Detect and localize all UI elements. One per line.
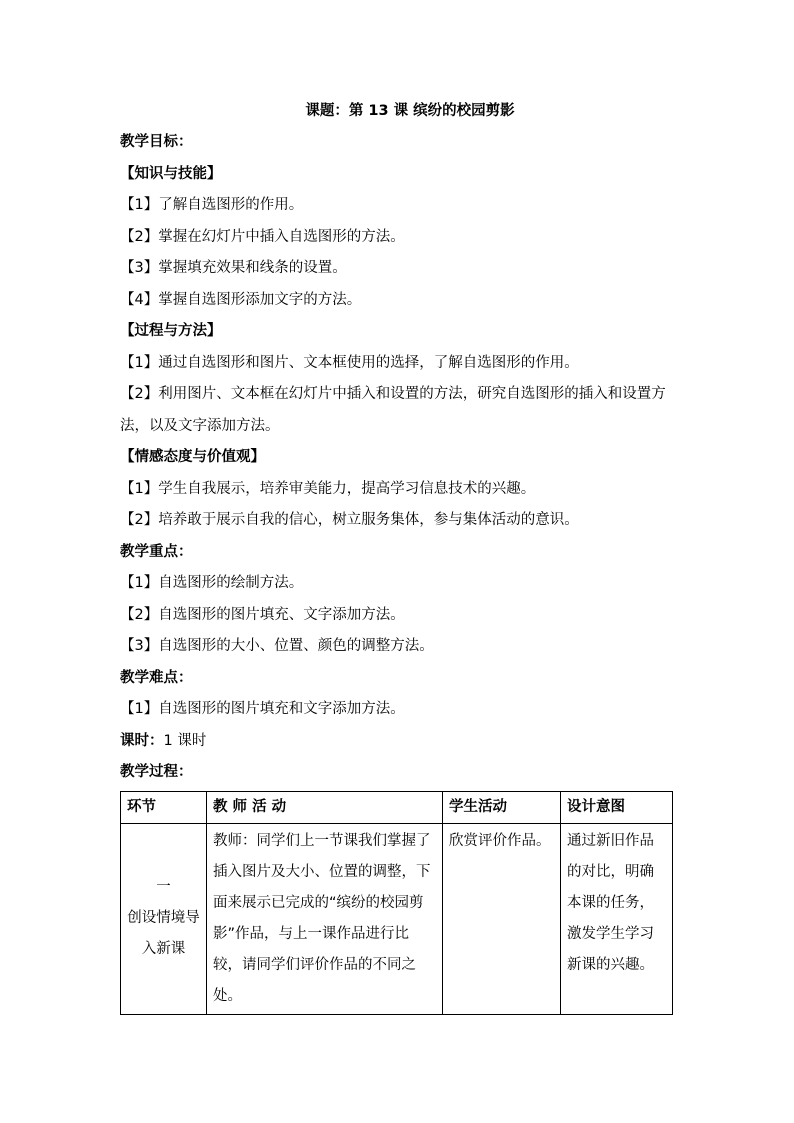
teacher-activity-cell: 教师：同学们上一节课我们掌握了插入图片及大小、位置的调整，下面来展示已完成的“缤纷的校园剪影”作品，与上一课作品进行比较，请同学们评价作品的不同之处。 <box>207 823 443 1014</box>
class-hours-value: 1 课时 <box>163 732 207 749</box>
stage-dash: 一 <box>156 879 171 895</box>
key-point-item: 【1】自选图形的绘制方法。 <box>120 575 304 591</box>
key-points-heading: 教学重点： <box>120 543 193 560</box>
process-table-heading: 教学过程： <box>120 764 193 780</box>
process-heading: 【过程与方法】 <box>120 323 222 339</box>
knowledge-item: 【3】掌握填充效果和线条的设置。 <box>120 260 347 276</box>
knowledge-item: 【1】了解自选图形的作用。 <box>120 197 304 213</box>
lesson-plan-document <box>120 96 676 1015</box>
teaching-process-table <box>120 791 673 1015</box>
design-intent-cell: 通过新旧作品的对比，明确本课的任务，激发学生学习新课的兴趣。 <box>561 823 673 1014</box>
difficulty-heading: 教学难点： <box>120 669 193 686</box>
knowledge-item: 【2】掌握在幻灯片中插入自选图形的方法。 <box>120 228 405 245</box>
class-hours <box>120 726 676 758</box>
emotion-item: 【1】学生自我展示，培养审美能力，提高学习信息技术的兴趣。 <box>120 480 536 497</box>
key-point-item: 【2】自选图形的图片填充、文字添加方法。 <box>120 606 405 623</box>
header-stage: 环节 <box>121 791 207 823</box>
stage-name: 创设情境导入新课 <box>127 910 200 957</box>
emotion-heading: 【情感态度与价值观】 <box>120 449 265 465</box>
class-hours-label: 课时： <box>120 732 164 749</box>
knowledge-heading: 【知识与技能】 <box>120 165 222 182</box>
goals-heading: 教学目标： <box>120 134 193 150</box>
knowledge-item: 【4】掌握自选图形添加文字的方法。 <box>120 291 362 308</box>
student-activity-cell: 欣赏评价作品。 <box>443 823 561 1014</box>
emotion-item: 【2】培养敢于展示自我的信心，树立服务集体，参与集体活动的意识。 <box>120 512 579 528</box>
header-design-intent: 设计意图 <box>561 791 673 823</box>
table-header-row <box>121 791 673 823</box>
table-row <box>121 823 673 1014</box>
difficulty-item: 【1】自选图形的图片填充和文字添加方法。 <box>120 701 405 717</box>
process-item: 【2】利用图片、文本框在幻灯片中插入和设置的方法，研究自选图形的插入和设置方法，以及文字添加方法。 <box>120 386 666 434</box>
header-student-activity: 学生活动 <box>443 791 561 823</box>
process-item: 【1】通过自选图形和图片、文本框使用的选择，了解自选图形的作用。 <box>120 354 579 371</box>
header-teacher-activity: 教 师 活 动 <box>207 791 443 823</box>
lesson-title: 课题：第 13 课 缤纷的校园剪影 <box>305 103 515 119</box>
stage-cell <box>121 823 207 1014</box>
key-point-item: 【3】自选图形的大小、位置、颜色的调整方法。 <box>120 638 434 654</box>
